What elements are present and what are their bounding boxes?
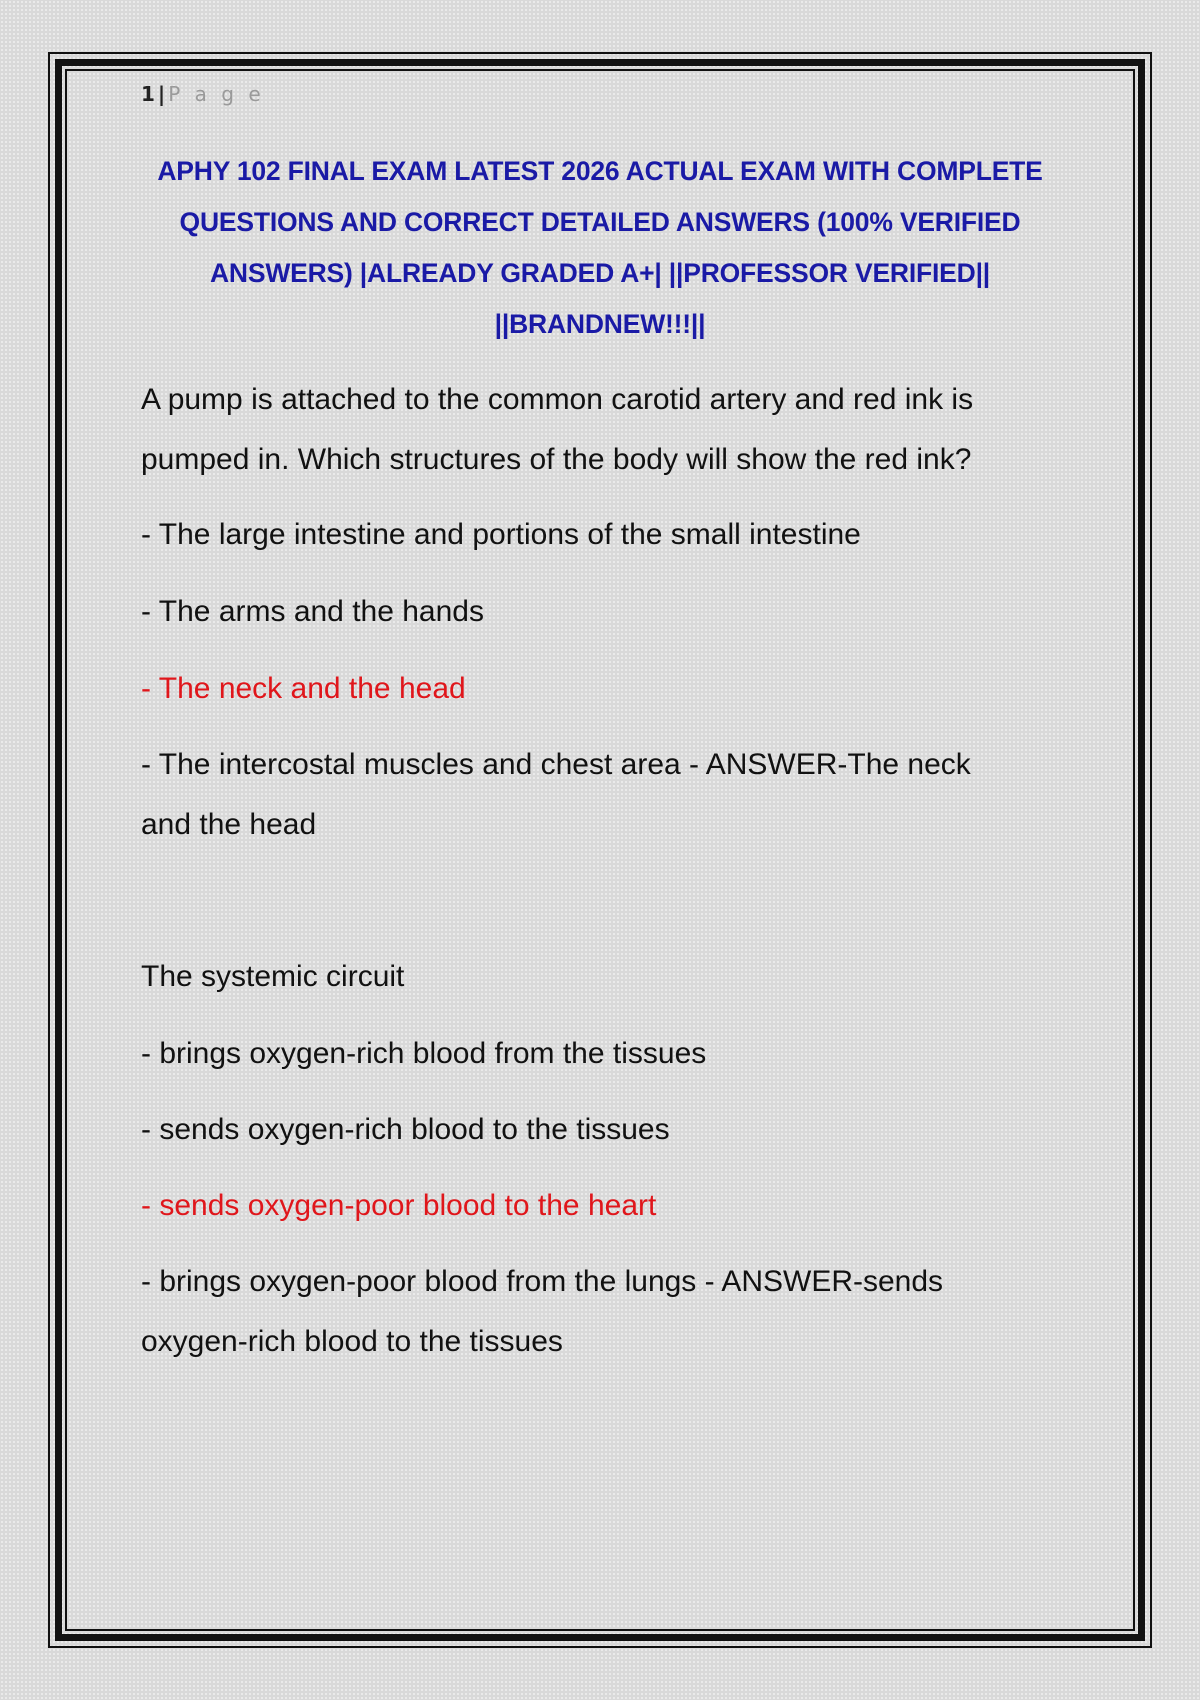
document-title: APHY 102 FINAL EXAM LATEST 2026 ACTUAL EXAM WITH COMPLETE QUESTIONS AND CORRECT DETAILED ANSWERS (100% VERIFIED ANSWERS) |ALREADY GRADED A+| ||PROFESSOR VERIFIED|| ||BRANDNEW!!!||	[157, 156, 1043, 339]
question-2-answer-continuation: oxygen-rich blood to the tissues	[141, 1325, 563, 1358]
question-1-option-3-highlighted: - The neck and the head	[141, 672, 466, 705]
page-number: 1	[141, 82, 155, 106]
question-2-option-1: - brings oxygen-rich blood from the tissues	[141, 1037, 707, 1070]
question-2-option-4: - brings oxygen-poor blood from the lungs - ANSWER-sends	[141, 1265, 944, 1298]
question-2-option-3-highlighted: - sends oxygen-poor blood to the heart	[141, 1189, 657, 1222]
question-1-option-4: - The intercostal muscles and chest area - ANSWER-The neck	[141, 748, 971, 781]
question-2-option-2: - sends oxygen-rich blood to the tissues	[141, 1113, 670, 1146]
page-separator: |	[157, 82, 166, 106]
page-label: P a g e	[168, 82, 265, 106]
question-1-option-1: - The large intestine and portions of the small intestine	[141, 518, 861, 551]
page-number-header	[141, 82, 265, 106]
question-1-stem-line-2: pumped in. Which structures of the body will show the red ink?	[141, 443, 972, 476]
question-1-answer-continuation: and the head	[141, 808, 317, 841]
question-1-stem-line-1: A pump is attached to the common carotid artery and red ink is	[141, 383, 974, 416]
question-1-option-2: - The arms and the hands	[141, 595, 484, 628]
question-2-stem: The systemic circuit	[141, 960, 405, 993]
